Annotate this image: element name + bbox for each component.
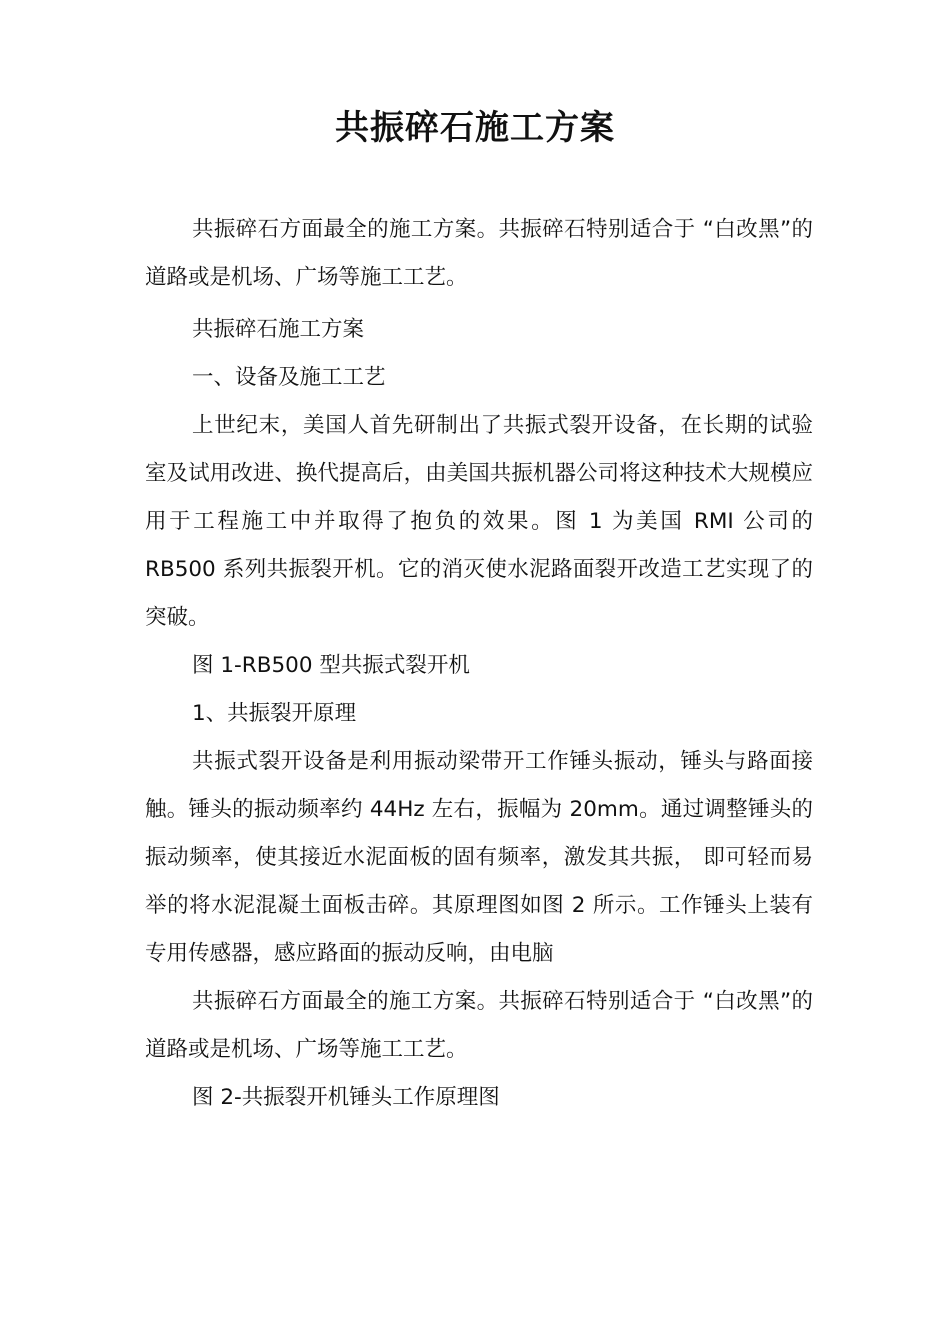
section-heading-equipment: 一、设备及施工工艺: [192, 365, 386, 390]
history-paragraph: 上世纪末，美国人首先研制出了共振式裂开设备，在长期的试验室及试用改进、换代提高后，由美国共振机器公司将这种技术大规模应用于工程施工中并取得了抱负的效果。图 1 为美国 RMI 公司的 RB500 系列共振裂开机。它的消灭使水泥路面裂开改造工艺实现了的突破。: [145, 413, 813, 630]
subsection-heading-principle: 1、共振裂开原理: [192, 701, 357, 726]
principle-paragraph: 共振式裂开设备是利用振动梁带开工作锤头振动，锤头与路面接触。锤头的振动频率约 44Hz 左右，振幅为 20mm。通过调整锤头的振动频率，使其接近水泥面板的固有频率，激发其共振， 即可轻而易举的将水泥混凝土面板击碎。其原理图如图 2 所示。工作锤头上装有专用传感器，感应路面的振动反响，由电脑: [145, 749, 813, 966]
figure-2-caption: 图 2-共振裂开机锤头工作原理图: [192, 1085, 500, 1110]
repeat-intro-paragraph: 共振碎石方面最全的施工方案。共振碎石特别适合于 “白改黑”的道路或是机场、广场等施工工艺。: [145, 989, 813, 1062]
document-body: [145, 206, 813, 1122]
intro-paragraph: 共振碎石方面最全的施工方案。共振碎石特别适合于 “白改黑”的道路或是机场、广场等施工工艺。: [145, 217, 813, 290]
document-title: 共振碎石施工方案: [335, 108, 615, 148]
figure-1-caption: 图 1-RB500 型共振式裂开机: [192, 653, 470, 678]
section-heading-plan: 共振碎石施工方案: [192, 317, 365, 342]
